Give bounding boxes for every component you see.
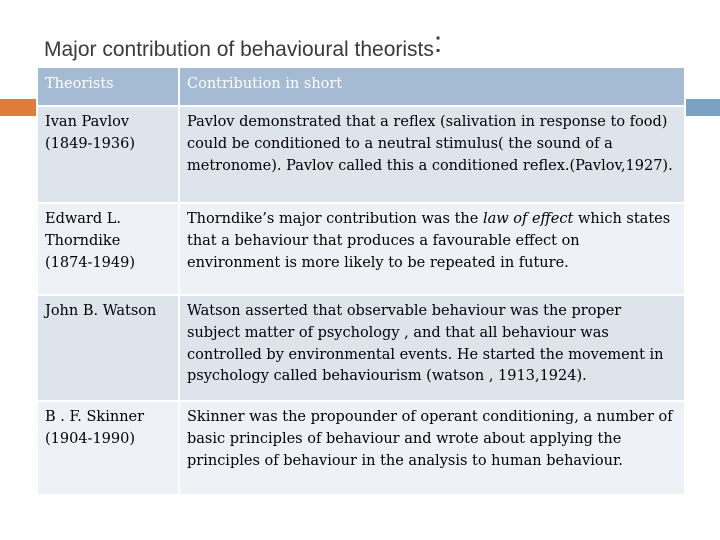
table-row <box>37 401 685 495</box>
slide-title-colon: : <box>433 26 443 59</box>
table-header-row <box>37 67 685 106</box>
contribution-cell: Watson asserted that observable behaviour was the proper subject matter of psychology , and that all behaviour was controlled by environmental events. He started the movement in psychology called behaviourism (watson , 1913,1924). <box>179 295 685 401</box>
accent-bar-right <box>685 99 720 116</box>
contribution-cell: Pavlov demonstrated that a reflex (salivation in response to food) could be conditioned to a neutral stimulus( the sound of a metronome). Pavlov called this a conditioned reflex.(Pavlov,1927). <box>179 106 685 203</box>
contribution-text-end: which states that a behaviour that produces a favourable effect on environment is more likely to be repeated in future. <box>187 211 671 271</box>
accent-bar-left <box>0 99 36 116</box>
contribution-cell: Skinner was the propounder of operant conditioning, a number of basic principles of behaviour and wrote about applying the principles of behaviour in the analysis to human behaviour. <box>179 401 685 495</box>
theorist-cell: John B. Watson <box>37 295 179 401</box>
table-row <box>37 203 685 295</box>
slide-title-text: Major contribution of behavioural theorists <box>44 38 434 61</box>
theorists-table <box>36 66 686 496</box>
table-row <box>37 106 685 203</box>
contribution-cell <box>179 203 685 295</box>
theorist-cell: Ivan Pavlov (1849-1936) <box>37 106 179 203</box>
theorist-cell: B . F. Skinner (1904-1990) <box>37 401 179 495</box>
table-row <box>37 295 685 401</box>
header-contribution: Contribution in short <box>179 67 685 106</box>
header-theorists: Theorists <box>37 67 179 106</box>
slide-title <box>44 26 443 64</box>
theorist-cell: Edward L. Thorndike (1874-1949) <box>37 203 179 295</box>
contribution-text-start: Thorndike’s major contribution was the <box>187 211 483 227</box>
law-of-effect-term: law of effect <box>482 211 574 227</box>
